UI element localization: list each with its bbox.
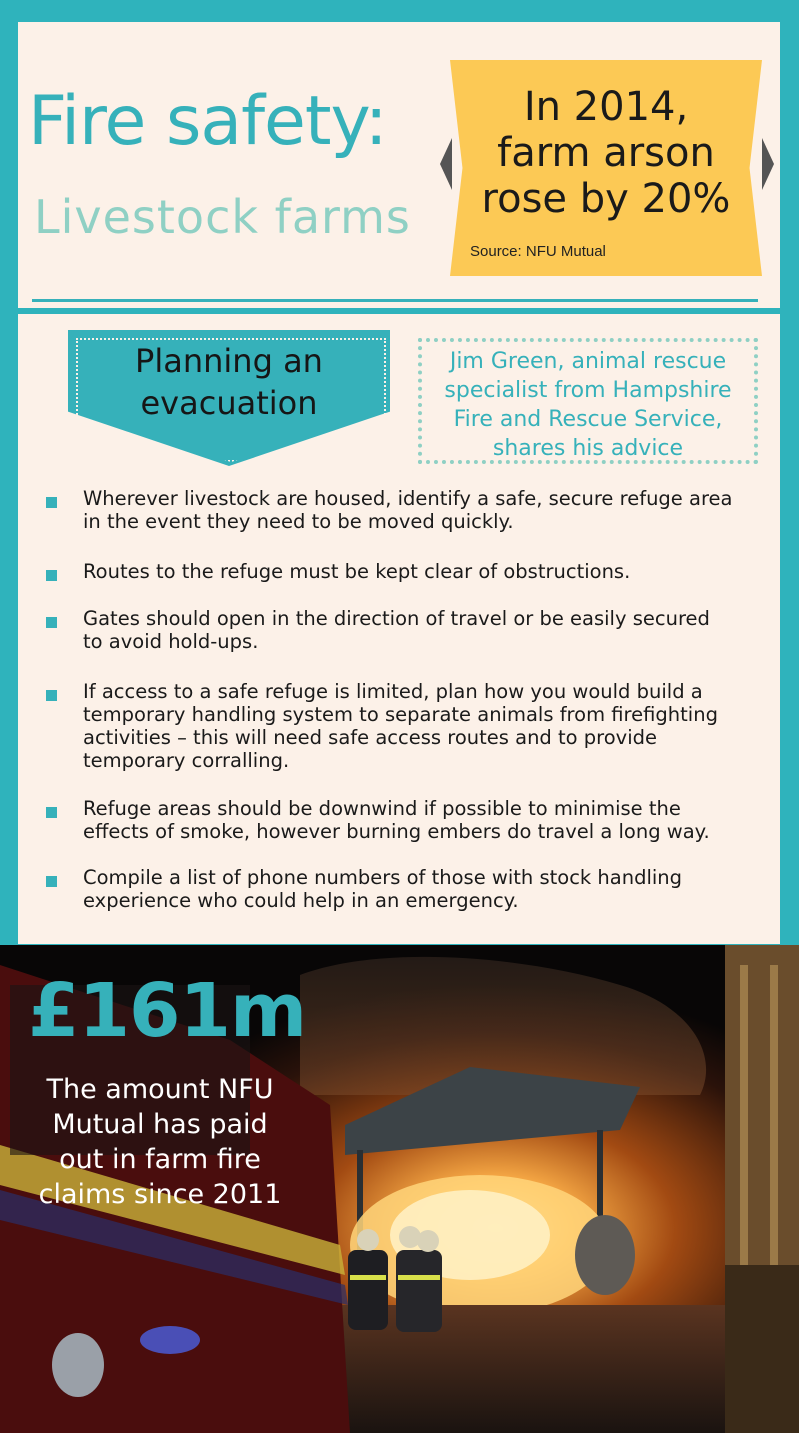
list-item-line: Compile a list of phone numbers of those with stock handling xyxy=(83,866,683,889)
bullet-square-icon xyxy=(46,617,57,628)
stat-line: farm arson xyxy=(497,130,715,176)
claims-amount: £161m xyxy=(28,968,307,1054)
bullet-square-icon xyxy=(46,497,57,508)
list-item-text xyxy=(83,487,773,533)
claims-caption xyxy=(20,1072,300,1212)
list-item-line: experience who could help in an emergency. xyxy=(83,889,519,912)
section-heading xyxy=(68,340,390,424)
bullet-square-icon xyxy=(46,690,57,701)
expert-attribution xyxy=(422,347,754,463)
section-ribbon xyxy=(68,330,390,466)
attribution-line: specialist from Hampshire xyxy=(444,378,732,403)
stat-headline xyxy=(450,84,762,222)
caption-line: claims since 2011 xyxy=(38,1179,282,1210)
stat-source: Source: NFU Mutual xyxy=(470,243,606,260)
list-item-line: temporary handling system to separate animals from firefighting xyxy=(83,703,718,726)
list-item-text xyxy=(83,560,773,583)
header-divider xyxy=(32,299,758,302)
list-item-line: Gates should open in the direction of travel or be easily secured xyxy=(83,607,710,630)
arson-stat-callout xyxy=(450,60,762,276)
page-title: Fire safety: xyxy=(28,82,387,161)
list-item-text xyxy=(83,866,773,912)
page-subtitle: Livestock farms xyxy=(34,190,411,244)
list-item-line: Wherever livestock are housed, identify a safe, secure refuge area xyxy=(83,487,733,510)
list-item-line: If access to a safe refuge is limited, plan how you would build a xyxy=(83,680,703,703)
list-item-line: Refuge areas should be downwind if possible to minimise the xyxy=(83,797,681,820)
list-item-line: to avoid hold-ups. xyxy=(83,630,259,653)
section-heading-line: Planning an xyxy=(135,342,323,380)
bullet-square-icon xyxy=(46,876,57,887)
list-item-text xyxy=(83,680,773,772)
list-item-line: Routes to the refuge must be kept clear of obstructions. xyxy=(83,560,631,583)
stat-line: In 2014, xyxy=(523,84,689,130)
list-item-line: activities – this will need safe access routes and to provide xyxy=(83,726,658,749)
attribution-line: Fire and Rescue Service, xyxy=(453,407,723,432)
list-item-line: in the event they need to be moved quickly. xyxy=(83,510,514,533)
list-item-text xyxy=(83,797,773,843)
list-item-line: temporary corralling. xyxy=(83,749,290,772)
bullet-square-icon xyxy=(46,807,57,818)
list-item-line: effects of smoke, however burning embers do travel a long way. xyxy=(83,820,710,843)
expert-attribution-box xyxy=(418,338,758,464)
caption-line: The amount NFU xyxy=(46,1074,274,1105)
list-item-text xyxy=(83,607,773,653)
caption-line: out in farm fire xyxy=(59,1144,261,1175)
stat-line: rose by 20% xyxy=(481,176,731,222)
right-notch-icon xyxy=(762,138,774,190)
bullet-square-icon xyxy=(46,570,57,581)
attribution-line: shares his advice xyxy=(492,436,684,461)
attribution-line: Jim Green, animal rescue xyxy=(449,349,727,374)
section-heading-line: evacuation xyxy=(140,384,318,422)
caption-line: Mutual has paid xyxy=(52,1109,268,1140)
